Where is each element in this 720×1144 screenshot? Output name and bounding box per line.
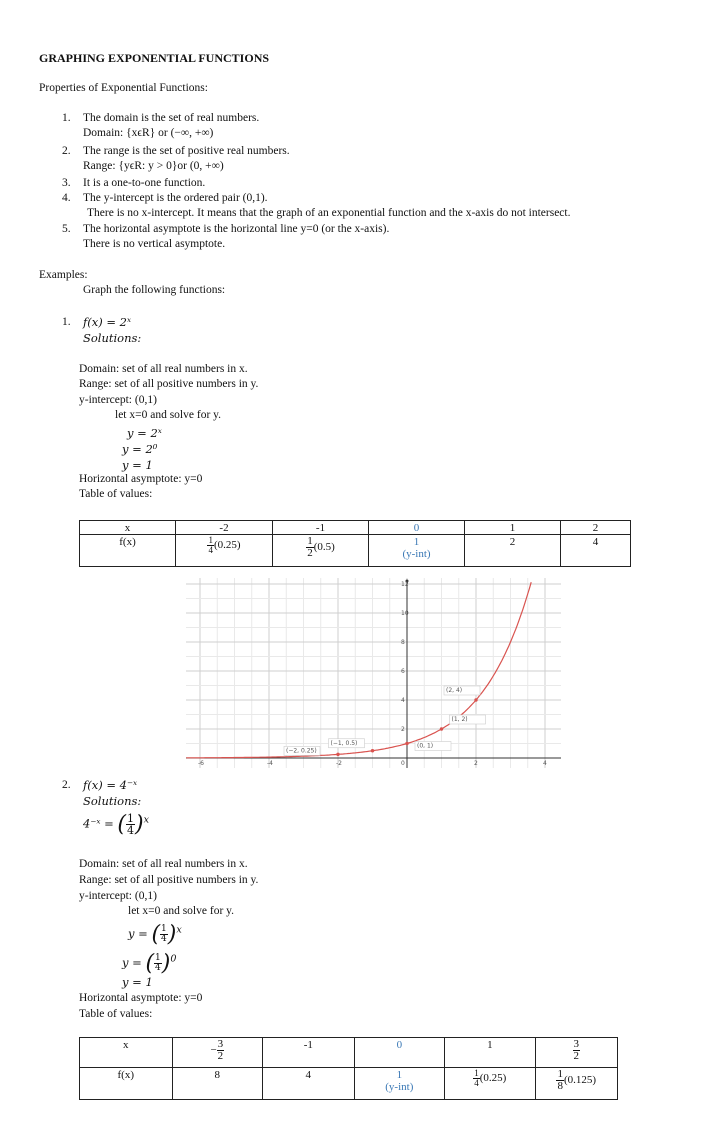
fraction [217,1039,225,1062]
fraction-numerator: 1 [307,535,313,547]
table-cell [445,1068,536,1100]
lhs: y = [128,926,148,941]
cell-value: 1 [396,1069,403,1081]
example2-step: y = ( $\frac{1}{4}$ )$^x$ [128,922,182,947]
fraction-denominator: 4 [155,963,161,973]
fraction [154,954,162,973]
y-tick-label: 10 [401,610,409,617]
table-row [80,1038,618,1068]
property-sub: Range: {yϵR: y > 0}or (0, +∞) [83,160,224,172]
examples-heading: Examples: [39,269,88,281]
examples-instruction: Graph the following functions: [83,284,226,296]
data-point [371,749,374,752]
example1-step: y = 2⁰ [122,442,158,456]
table-row [80,1068,618,1100]
graph-points [284,686,486,756]
exponent: x [143,814,150,826]
example2-domain: Domain: set of all real numbers in x. [79,858,248,870]
exponential-curve [186,582,531,758]
fraction-numerator: 1 [155,953,161,963]
rewrite-lhs: 4⁻ˣ = [83,816,114,831]
y-tick-label: 6 [401,668,405,675]
data-point [336,753,339,756]
example2-solutions: Solutions: [83,794,142,808]
cell-value: 1 [413,536,420,548]
y-tick-label: 4 [401,697,405,704]
page-title: GRAPHING EXPONENTIAL FUNCTIONS [39,51,270,65]
table-cell [176,535,273,567]
yint-label: (y-int) [385,1081,414,1093]
fraction-denominator: 2 [573,1050,580,1062]
table-cell [535,1038,617,1068]
property-sub: There is no vertical asymptote. [83,238,226,250]
fraction-numerator: 1 [127,812,135,825]
example1-function: f(x) = 2ˣ [83,315,132,329]
property-text: The horizontal asymptote is the horizontal line y=0 (or the x-axis). [83,223,390,235]
example2-table-label: Table of values: [79,1008,153,1020]
fraction-denominator: 4 [474,1078,479,1088]
table-cell: 1 [445,1038,536,1068]
fraction-numerator: 1 [557,1068,563,1080]
cell-value: (0.125) [563,1074,597,1087]
point-label: (−2, 0.25) [286,747,317,755]
property-text: The range is the set of positive real numbers. [83,145,290,157]
table-cell: 1 [465,521,561,535]
example1-domain: Domain: set of all real numbers in x. [79,363,248,375]
table-cell: -2 [176,521,273,535]
table-cell [369,535,465,567]
table-cell: 8 [172,1068,263,1100]
property-number: 5. [62,223,71,235]
fraction-denominator: 8 [557,1080,563,1092]
fraction-denominator: 2 [217,1050,224,1062]
fraction-numerator: 1 [474,1068,479,1078]
example2-function: f(x) = 4⁻ˣ [83,778,138,792]
example2-yint: y-intercept: (0,1) [79,890,157,902]
table-header-x: x [80,1038,173,1068]
property-sub: There is no x-intercept. It means that the graph of an exponential function and the x-axis do not intersect. [87,207,571,219]
y-tick-label: 12 [401,581,409,588]
property-number: 4. [62,192,71,204]
example1-table-label: Table of values: [79,488,153,500]
cell-value: (0.25) [479,1072,507,1085]
property-text: It is a one-to-one function. [83,177,206,189]
properties-heading: Properties of Exponential Functions: [39,82,208,94]
table-cell [354,1068,445,1100]
exponent: 0 [170,953,177,965]
fraction-numerator: 3 [573,1038,580,1050]
point-label: (2, 4) [446,687,463,694]
point-label: (1, 2) [451,716,468,723]
x-tick-label: -4 [267,760,273,767]
table-cell: -1 [263,1038,355,1068]
example1-yint: y-intercept: (0,1) [79,394,157,406]
table-cell: -1 [273,521,369,535]
example2-rewrite: 4⁻ˣ = ( $\frac{1}{4}$ )$^x$ [83,812,150,837]
table-cell: 0 [354,1038,445,1068]
x-tick-label: -6 [198,760,204,767]
data-point [474,698,477,701]
yint-label: (y-int) [402,548,431,560]
point-label: (0, 1) [417,742,434,750]
table-cell: 4 [263,1068,355,1100]
table-cell [273,535,369,567]
example2-step: y = ( $\frac{1}{4}$ )$^0$ [122,951,177,976]
graph-axes [186,580,561,769]
example2-range: Range: set of all positive numbers in y. [79,874,259,886]
example1-solutions: Solutions: [83,331,142,345]
example2-asymptote: Horizontal asymptote: y=0 [79,992,203,1004]
fraction-numerator: 3 [217,1038,224,1050]
cell-value: (0.5) [313,541,335,554]
table-cell: 0 [369,521,465,535]
property-text: The y-intercept is the ordered pair (0,1). [83,192,268,204]
exponent: x [176,924,182,936]
fraction [556,1069,564,1092]
cell-value: (0.25) [213,539,241,552]
example-number: 1. [62,316,71,328]
table-header-fx: f(x) [80,1068,173,1100]
y-tick-label: 8 [401,639,405,646]
example1-asymptote: Horizontal asymptote: y=0 [79,473,203,485]
x-tick-label: 4 [543,760,547,767]
property-number: 3. [62,177,71,189]
fraction [126,813,135,836]
fraction-denominator: 4 [161,934,167,944]
y-tick-label: 2 [401,726,405,733]
fraction [160,925,168,944]
fraction-denominator: 4 [208,545,213,555]
minus-sign: − [210,1044,217,1057]
table-cell: 2 [561,521,631,535]
data-point [405,742,408,745]
example2-step: y = 1 [122,975,153,989]
fraction-numerator: 1 [208,535,213,545]
table-cell [172,1038,263,1068]
property-number: 1. [62,112,71,124]
table-cell [535,1068,617,1100]
table-row [80,521,631,535]
example1-range: Range: set of all positive numbers in y. [79,378,259,390]
lhs: y = [122,955,142,970]
values-table-1 [79,520,631,567]
property-text: The domain is the set of real numbers. [83,112,260,124]
property-sub: Domain: {xϵR} or (−∞, +∞) [83,127,214,139]
example1-let: let x=0 and solve for y. [115,409,222,421]
fraction [306,536,314,559]
table-cell: 4 [561,535,631,567]
x-tick-label: 0 [401,760,405,767]
example2-let: let x=0 and solve for y. [128,905,235,917]
graph-grid [186,578,561,768]
exponential-graph [186,578,561,768]
example1-step: y = 1 [122,458,153,472]
fraction-denominator: 4 [127,824,135,837]
example-number: 2. [62,779,71,791]
fraction-numerator: 1 [161,924,167,934]
example1-step: y = 2ˣ [127,426,162,440]
x-tick-label: 2 [474,760,478,767]
fraction-denominator: 2 [307,547,313,559]
point-label: (−1, 0.5) [330,739,358,747]
table-row [80,535,631,567]
data-point [440,727,443,730]
table-header-fx: f(x) [80,535,176,567]
fraction [573,1039,581,1062]
table-header-x: x [80,521,176,535]
x-tick-label: -2 [336,760,342,767]
values-table-2 [79,1037,618,1100]
table-cell: 2 [465,535,561,567]
property-number: 2. [62,145,71,157]
